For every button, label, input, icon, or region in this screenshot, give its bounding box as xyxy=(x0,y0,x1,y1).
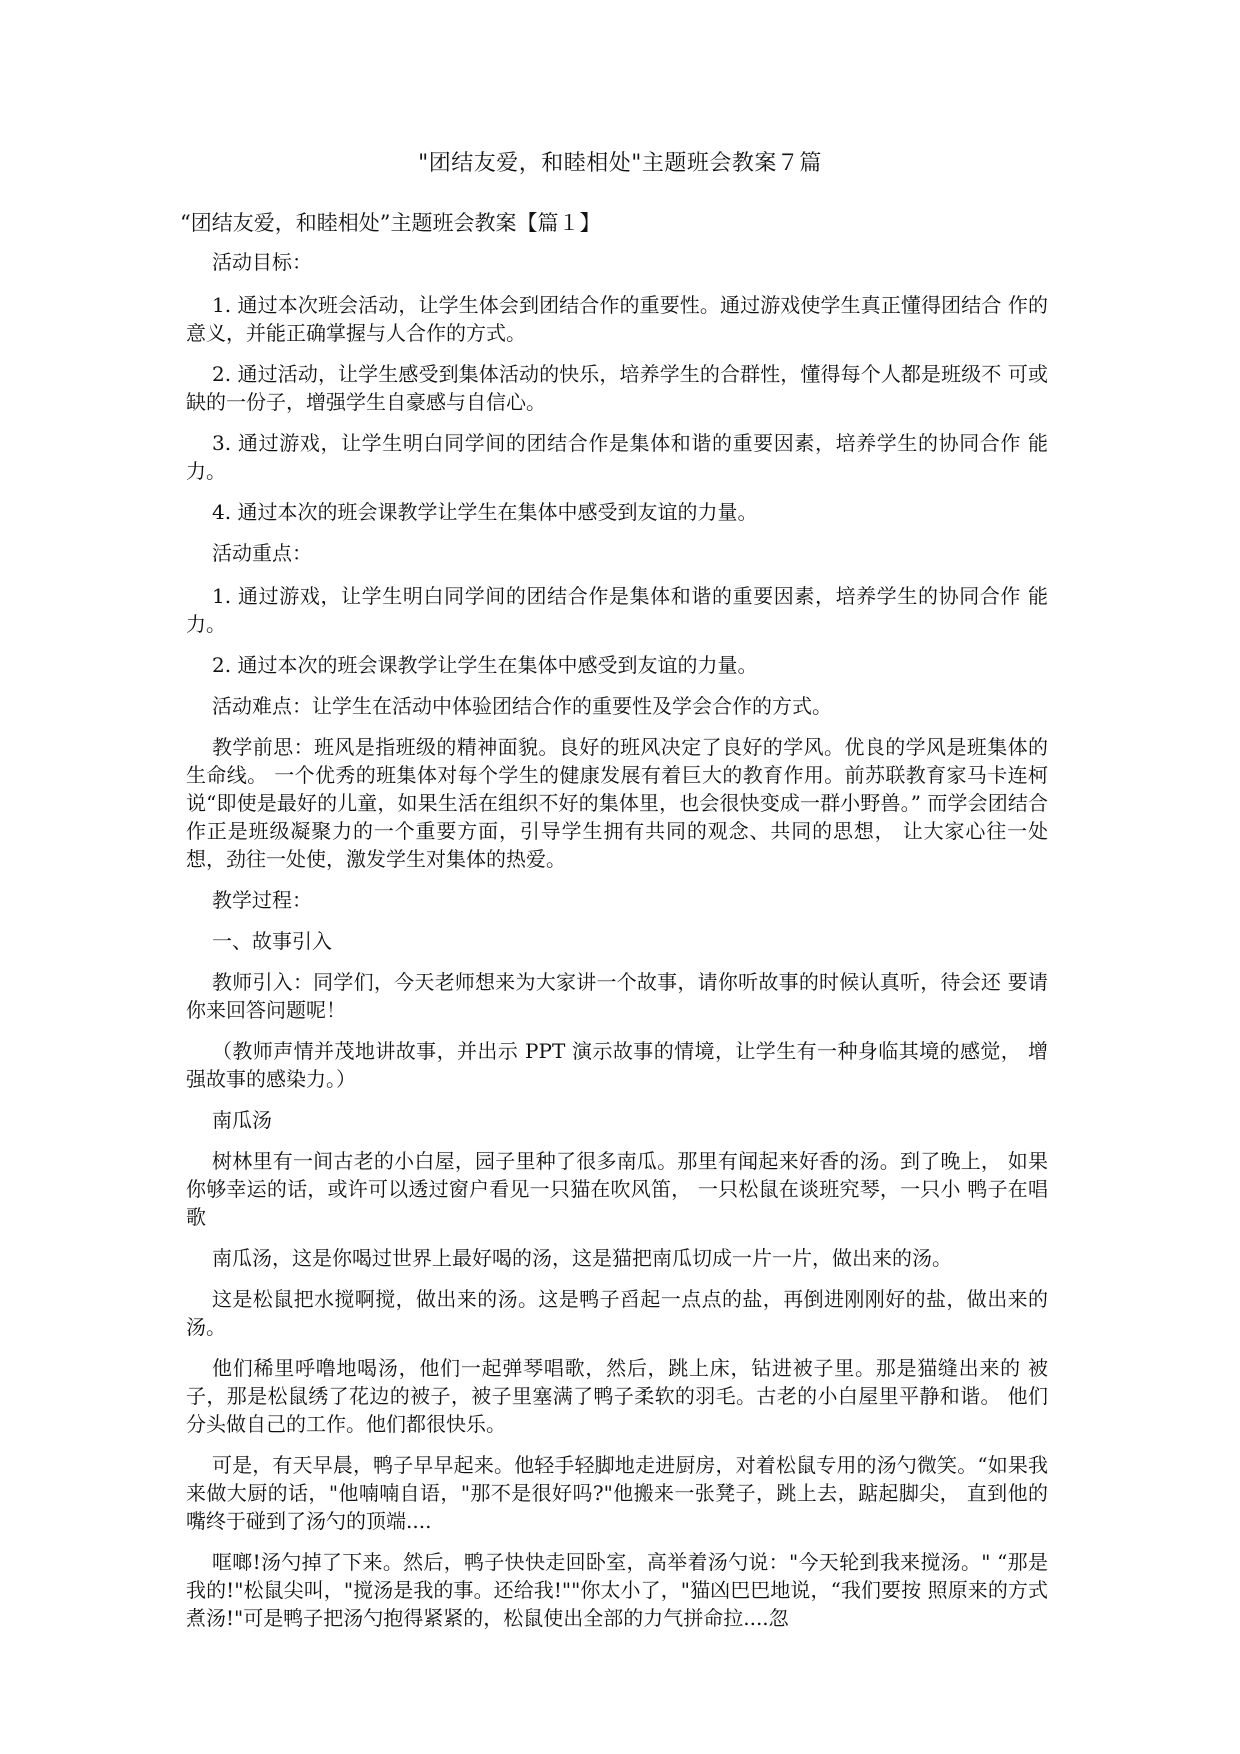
story-paragraph: 哐啷!汤勺掉了下来。然后，鸭子快快走回卧室，高举着汤勺说："今天轮到我来搅汤。" “那是我的!"松鼠尖叫，"搅汤是我的事。还给我!""你太小了，"猫凶巴巴地说，“我们要按 照原来的方式煮汤!"可是鸭子把汤勺抱得紧紧的，松鼠使出全部的力气拼命拉....忽 xyxy=(186,1550,1048,1630)
story-paragraph: 可是，有天早晨，鸭子早早起来。他轻手轻脚地走进厨房，对着松鼠专用的汤勺微笑。“如果我来做大厨的话，"他喃喃自语，"那不是很好吗?"他搬来一张凳子，跳上去，踮起脚尖， 直到他的嘴终于碰到了汤勺的顶端.... xyxy=(186,1453,1048,1533)
paragraph: 1. 通过游戏，让学生明白同学间的团结合作是集体和谐的重要因素，培养学生的协同合作 能力。 xyxy=(186,584,1048,636)
paragraph: 4. 通过本次的班会课教学让学生在集体中感受到友谊的力量。 xyxy=(212,500,758,524)
paragraph-difficulty: 活动难点：让学生在活动中体验团结合作的重要性及学会合作的方式。 xyxy=(212,694,832,718)
section-heading: “团结友爱，和睦相处”主题班会教案【篇１】 xyxy=(180,211,601,235)
paragraph-pre-teaching: 教学前思：班风是指班级的精神面貌。良好的班风决定了良好的学风。优良的学风是班集体的生命线。 一个优秀的班集体对每个学生的健康发展有着巨大的教育作用。前苏联教育家马卡连柯说“即使是最好的儿童，如果生活在组织不好的集体里，也会很快变成一群小野兽。” 而学会团结合作正是班级凝聚力的一个重要方面，引导学生拥有共同的观念、共同的思想， 让大家心往一处想，劲往一处使，激发学生对集体的热爱。 xyxy=(186,735,1048,871)
document-title: "团结友爱，和睦相处"主题班会教案７篇 xyxy=(418,151,822,176)
paragraph: （教师声情并茂地讲故事，并出示 PPT 演示故事的情境，让学生有一种身临其境的感觉， 增强故事的感染力。） xyxy=(186,1039,1048,1091)
heading-key-points: 活动重点： xyxy=(212,541,312,565)
paragraph: 2. 通过活动，让学生感受到集体活动的快乐，培养学生的合群性，懂得每个人都是班级不 可或缺的一份子，增强学生自豪感与自信心。 xyxy=(186,362,1048,414)
story-title: 南瓜汤 xyxy=(212,1108,272,1132)
paragraph: 教师引入：同学们，今天老师想来为大家讲一个故事，请你听故事的时候认真听，待会还 要请你来回答问题呢！ xyxy=(186,970,1048,1022)
heading-objectives: 活动目标： xyxy=(212,250,312,274)
story-paragraph: 树林里有一间古老的小白屋，园子里种了很多南瓜。那里有闻起来好香的汤。到了晚上， 如果你够幸运的话，或许可以透过窗户看见一只猫在吹风笛， 一只松鼠在谈班究琴，一只小 鸭子在唱歌 xyxy=(186,1149,1048,1229)
story-paragraph: 这是松鼠把水搅啊搅，做出来的汤。这是鸭子舀起一点点的盐，再倒进刚刚好的盐，做出来的汤。 xyxy=(186,1287,1048,1339)
heading-story-intro: 一、故事引入 xyxy=(212,929,332,953)
document-body xyxy=(186,248,1048,1645)
paragraph: 1. 通过本次班会活动，让学生体会到团结合作的重要性。通过游戏使学生真正懂得团结合 作的意义，并能正确掌握与人合作的方式。 xyxy=(186,293,1048,345)
paragraph: 3. 通过游戏，让学生明白同学间的团结合作是集体和谐的重要因素，培养学生的协同合作 能力。 xyxy=(186,431,1048,483)
story-paragraph: 他们稀里呼噜地喝汤，他们一起弹琴唱歌，然后，跳上床，钻进被子里。那是猫缝出来的 被子，那是松鼠绣了花边的被子，被子里塞满了鸭子柔软的羽毛。古老的小白屋里平静和谐。 他们分头做自己的工作。他们都很快乐。 xyxy=(186,1356,1048,1436)
paragraph: 2. 通过本次的班会课教学让学生在集体中感受到友谊的力量。 xyxy=(212,653,758,677)
heading-process: 教学过程： xyxy=(212,888,312,912)
story-paragraph: 南瓜汤，这是你喝过世界上最好喝的汤，这是猫把南瓜切成一片一片，做出来的汤。 xyxy=(212,1246,952,1270)
